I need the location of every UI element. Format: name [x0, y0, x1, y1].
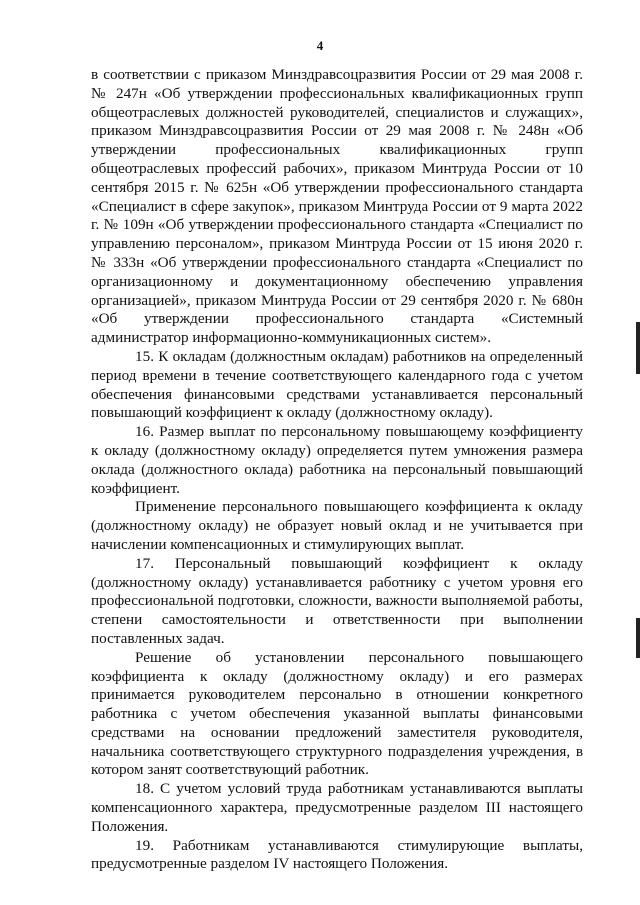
paragraph-17: 17. Персональный повышающий коэффициент к окладу (должностному окладу) устанавливается работнику с учетом уровня его профессиональной подготовки, сложности, важности выполняемой работы, степени самостоятельности и ответственности при выполнении поставленных задач.: [91, 554, 583, 647]
scan-edge-mark: [636, 618, 640, 658]
paragraph-16: 16. Размер выплат по персональному повышающему коэффициенту к окладу (должностному окладу) определяется путем умножения размера оклада (должностного оклада) работника на персональный повышающий коэффициент.: [91, 423, 583, 497]
paragraph-19: 19. Работникам устанавливаются стимулирующие выплаты, предусмотренные разделом IV настоящего Положения.: [91, 836, 583, 873]
page-number: 4: [316, 38, 324, 53]
scan-edge-mark: [636, 322, 640, 374]
paragraph-15: 15. К окладам (должностным окладам) работников на определенный период времени в течение соответствующего календарного года с учетом обеспечения финансовыми средствами устанавливается персональный повышающий коэффициент к окладу (должностному окладу).: [91, 347, 583, 422]
document-body: [91, 66, 583, 874]
paragraph-18: 18. С учетом условий труда работникам устанавливаются выплаты компенсационного характера, предусмотренные разделом III настоящего Положения.: [91, 780, 583, 835]
paragraph-orders-list: в соответствии с приказом Минздравсоцразвития России от 29 мая 2008 г. № 247н «Об утверждении профессиональных квалификационных групп общеотраслевых должностей руководителей, специалистов и служащих», приказом Минздравсоцразвития России от 29 мая 2008 г. № 248н «Об утверждении профессиональных квалификационных групп общеотраслевых профессий рабочих», приказом Минтруда России от 10 сентября 2015 г. № 625н «Об утверждении профессионального стандарта «Специалист в сфере закупок», приказом Минтруда России от 9 марта 2022 г. № 109н «Об утверждении профессионального стандарта «Специалист по управлению персоналом», приказом Минтруда России от 15 июня 2020 г. № 333н «Об утверждении профессионального стандарта «Специалист по организационному и документационному обеспечению управления организацией», приказом Минтруда России от 29 сентября 2020 г. № 680н «Об утверждении профессионального стандарта «Системный администратор информационно-коммуникационных систем».: [91, 66, 583, 347]
paragraph-decision: Решение об установлении персонального повышающего коэффициента к окладу (должностному окладу) и его размерах принимается руководителем персонально в отношении конкретного работника с учетом обеспечения указанной выплаты финансовыми средствами на основании предложений заместителя руководителя, начальника соответствующего структурного подразделения учреждения, в котором занят соответствующий работник.: [91, 648, 583, 779]
paragraph-coefficient-application: Применение персонального повышающего коэффициента к окладу (должностному окладу) не образует новый оклад и не учитывается при начислении компенсационных и стимулирующих выплат.: [91, 498, 583, 553]
